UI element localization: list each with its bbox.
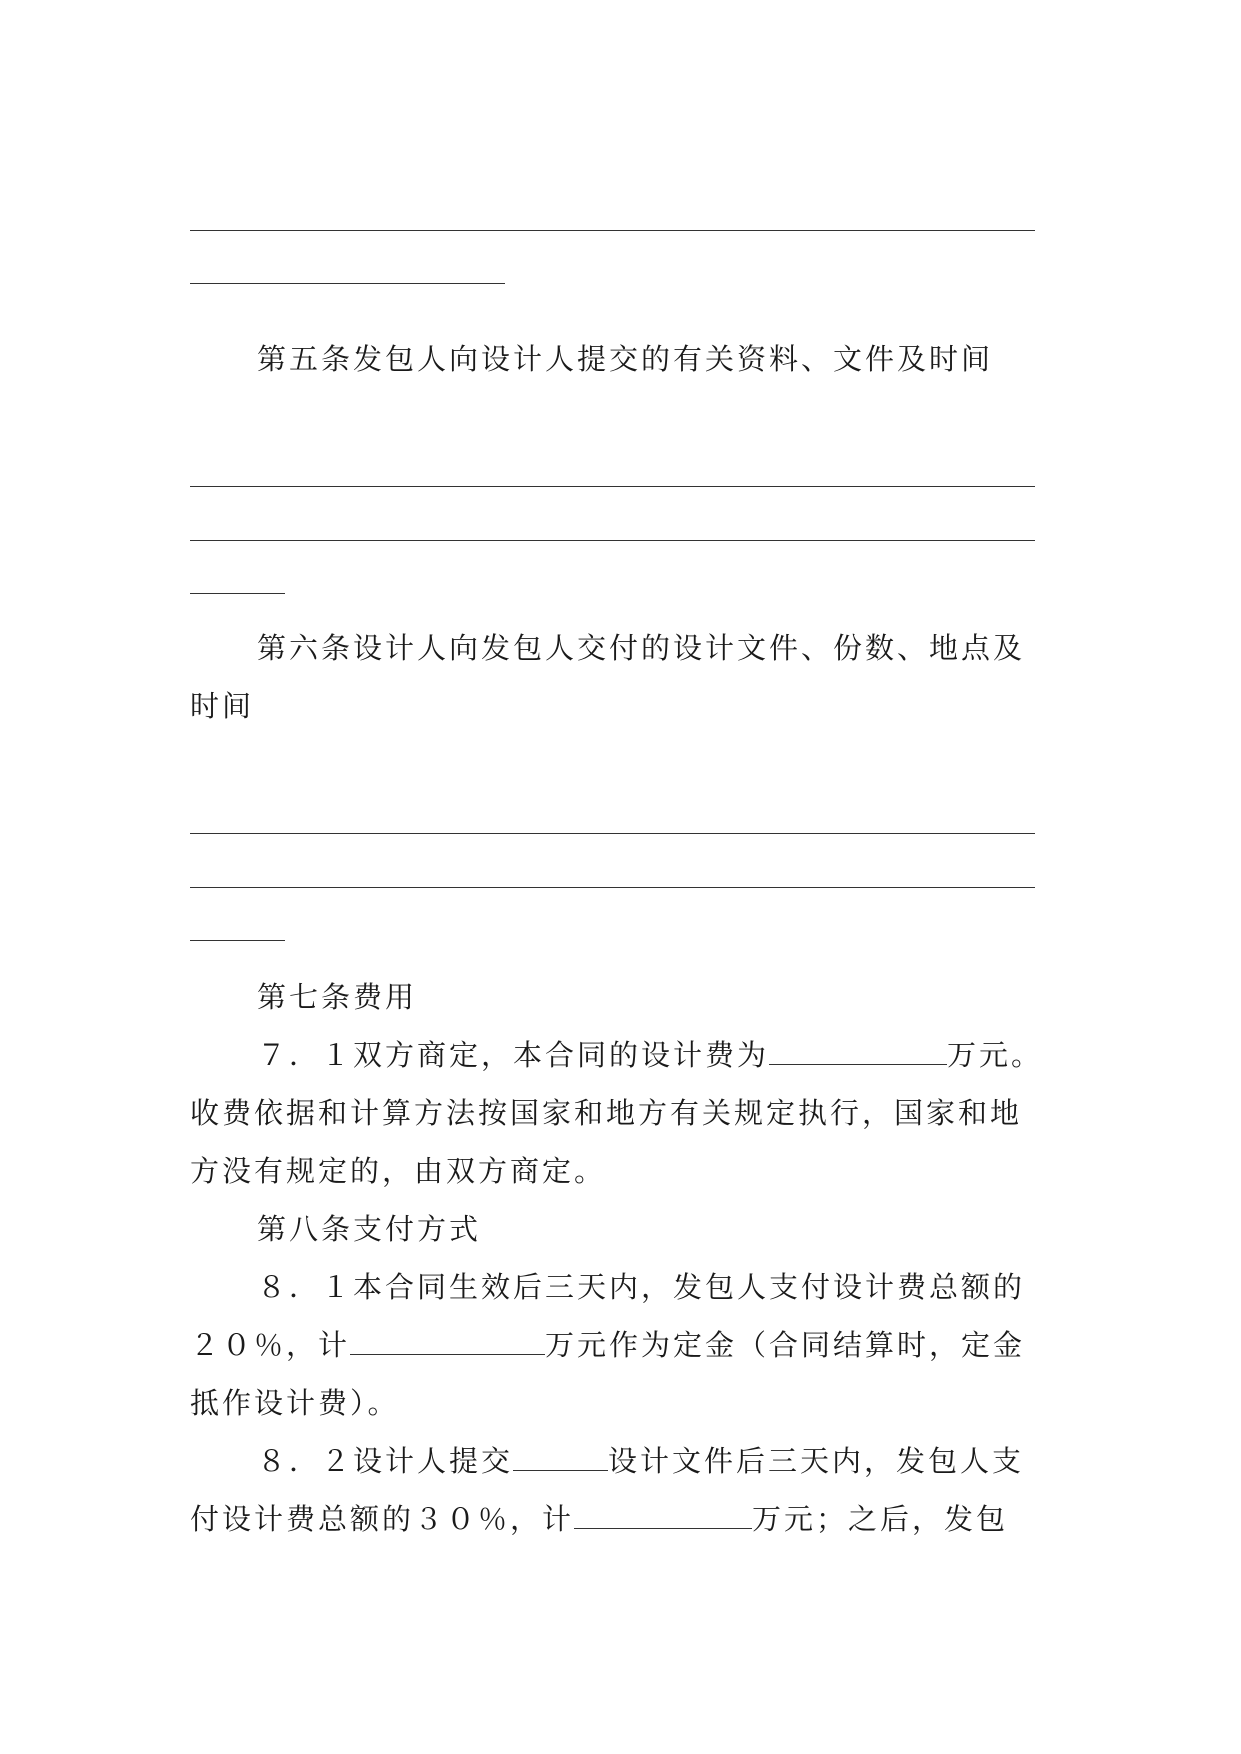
blank-fill-line (190, 833, 1035, 834)
blank-fill-line (190, 887, 1035, 888)
article-7-clause-1-line-2: 收费依据和计算方法按国家和地方有关规定执行，国家和地 (190, 1096, 1023, 1130)
blank-fill-line (190, 283, 505, 284)
article-6-heading-line-1: 第六条设计人向发包人交付的设计文件、份数、地点及 (257, 631, 1026, 665)
article-7-clause-1-line-1 (257, 1026, 1117, 1084)
payment-amount-blank (574, 1498, 752, 1529)
blank-fill-line (190, 540, 1035, 541)
article-7-heading: 第七条费用 (257, 980, 418, 1014)
clause-text: 万元；之后，发包 (752, 1502, 1009, 1536)
clause-text: ７．１双方商定，本合同的设计费为 (257, 1038, 770, 1072)
clause-text: 万元。 (947, 1038, 1044, 1072)
blank-fill-line (190, 940, 285, 941)
design-stage-blank (513, 1440, 608, 1471)
article-5-heading: 第五条发包人向设计人提交的有关资料、文件及时间 (257, 342, 994, 376)
article-8-heading: 第八条支付方式 (257, 1212, 482, 1246)
clause-text: 设计文件后三天内，发包人支 (608, 1444, 1025, 1478)
clause-text: ２０％，计 (190, 1328, 351, 1362)
article-8-clause-1-line-2 (190, 1316, 1050, 1374)
article-8-clause-2-line-1 (257, 1432, 1117, 1490)
article-8-clause-2-line-2 (190, 1490, 1050, 1548)
clause-text: 万元作为定金（合同结算时，定金 (545, 1328, 1026, 1362)
blank-fill-line (190, 486, 1035, 487)
article-8-clause-1-line-3: 抵作设计费）。 (190, 1386, 400, 1420)
deposit-amount-blank (350, 1324, 545, 1355)
clause-text: ８．２设计人提交 (257, 1444, 514, 1478)
blank-fill-line (190, 593, 285, 594)
clause-text: 付设计费总额的３０％，计 (190, 1502, 575, 1536)
blank-fill-line (190, 230, 1035, 231)
article-8-clause-1-line-1: ８．１本合同生效后三天内，发包人支付设计费总额的 (257, 1270, 1026, 1304)
design-fee-blank (769, 1034, 947, 1065)
article-7-clause-1-line-3: 方没有规定的，由双方商定。 (190, 1154, 607, 1188)
article-6-heading-line-2: 时间 (190, 689, 255, 723)
